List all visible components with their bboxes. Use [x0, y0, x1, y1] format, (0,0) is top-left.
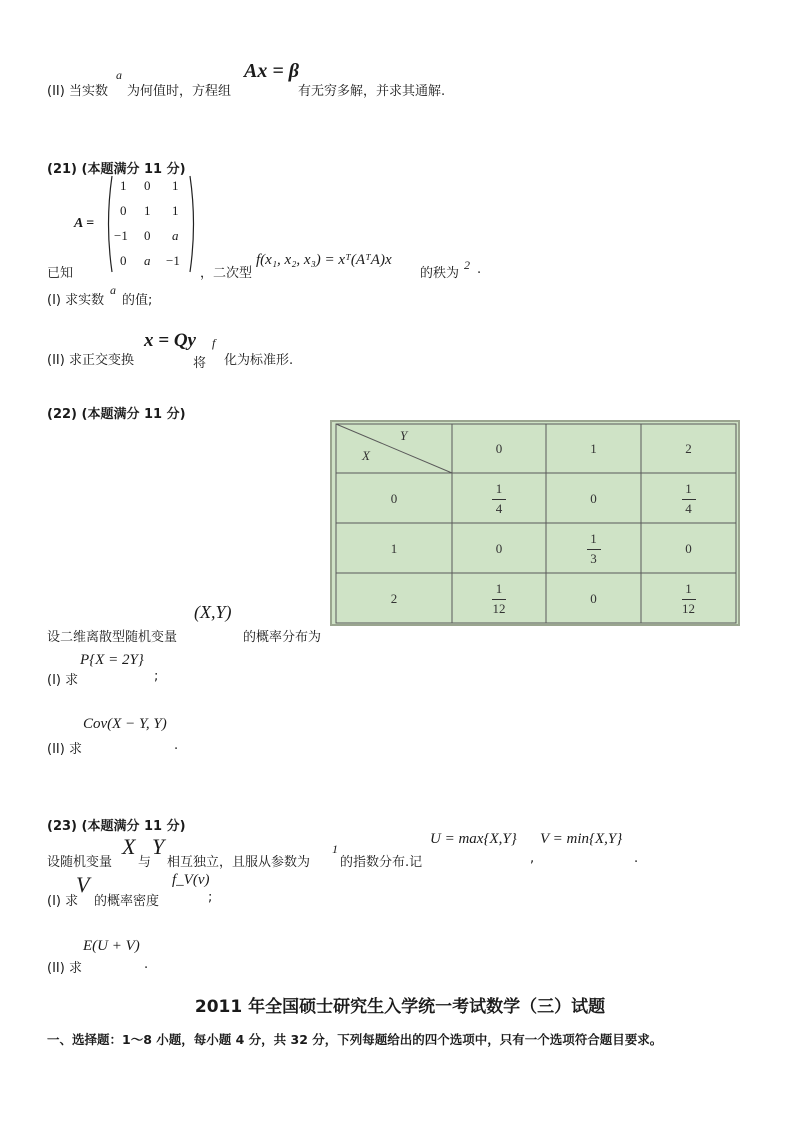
q21-part2-prefix: (II) 求正交变换	[47, 353, 134, 368]
q20-var-a: a	[116, 68, 122, 82]
table-cell: 0	[495, 541, 503, 556]
q20-equation: Ax = β	[244, 60, 299, 82]
matrix-brackets	[104, 174, 198, 274]
q21-matrix-label: A =	[74, 216, 95, 231]
q21-part1-suffix: 的值;	[122, 293, 153, 308]
q22-part1-expr: P{X = 2Y}	[80, 652, 144, 668]
frac-den: 12	[682, 600, 695, 616]
q21-part2-suffix: 化为标准形.	[224, 353, 294, 368]
q22-part1-suffix: ;	[154, 669, 159, 684]
q22-part2-prefix: (II) 求	[47, 742, 82, 757]
q23-line-mid2: 的指数分布.记	[340, 855, 423, 870]
q20-part2-prefix: (II) 当实数	[47, 84, 108, 99]
q23-part1-prefix: (I) 求	[47, 894, 79, 909]
matrix-cell: 0	[144, 228, 151, 243]
q20-part2-suffix: 有无穷多解，并求其通解.	[298, 84, 446, 99]
table-row-label: 1	[390, 541, 398, 556]
matrix-cell: a	[172, 228, 179, 243]
table-cell	[452, 574, 546, 624]
q22-intro: 设二维离散型随机变量	[47, 630, 178, 645]
table-cell: 0	[590, 591, 597, 606]
q21-header: (21) (本题满分 11 分)	[47, 162, 186, 177]
frac-num: 1	[495, 581, 503, 597]
q23-line-mid: 相互独立，且服从参数为	[167, 855, 311, 870]
frac-num: 1	[685, 581, 692, 597]
q23-part1-expr: f_V(v)	[172, 872, 210, 888]
q21-part1-prefix: (I) 求实数	[47, 293, 105, 308]
table-cell: 0	[590, 491, 597, 506]
q21-part2-var: f	[212, 336, 216, 350]
table-cell	[641, 574, 736, 624]
q23-header: (23) (本题满分 11 分)	[47, 819, 186, 834]
frac-num: 1	[495, 481, 503, 497]
exam-title: 2011 年全国硕士研究生入学统一考试数学（三）试题	[194, 997, 606, 1017]
table-cell	[641, 474, 736, 524]
q23-var-y: Y	[152, 834, 165, 859]
q22-part2-expr: Cov(X − Y, Y)	[83, 716, 167, 732]
table-corner-y: Y	[400, 428, 408, 443]
q23-u-definition: U = max{X,Y}	[430, 831, 517, 847]
q21-period: .	[477, 262, 482, 277]
frac-den: 3	[590, 550, 597, 566]
matrix-cell: 1	[144, 203, 151, 218]
q23-part2-expr: E(U + V)	[83, 938, 140, 954]
table-col-header: 0	[495, 441, 503, 456]
q21-rank-text: 的秩为	[420, 266, 460, 281]
q23-part1-suffix: ;	[208, 890, 213, 905]
matrix-cell: −1	[166, 253, 180, 268]
q22-pair: (X,Y)	[194, 602, 232, 622]
q23-v-definition: V = min{X,Y}	[540, 831, 623, 847]
frac-num: 1	[590, 531, 597, 547]
matrix-cell: 1	[172, 203, 179, 218]
matrix-cell: −1	[114, 228, 128, 243]
matrix-cell: 0	[144, 178, 151, 193]
frac-den: 12	[492, 600, 506, 616]
q22-intro-suffix: 的概率分布为	[243, 630, 322, 645]
q23-comma: ,	[530, 851, 535, 866]
q22-part1-prefix: (I) 求	[47, 673, 79, 688]
frac-den: 4	[685, 500, 692, 516]
frac-num: 1	[685, 481, 692, 497]
table-corner-x: X	[362, 448, 370, 463]
table-col-header: 2	[685, 441, 692, 456]
q21-part2-eq: x = Qy	[144, 330, 196, 351]
q23-period: .	[634, 851, 639, 866]
matrix-cell: 0	[120, 203, 127, 218]
q22-header: (22) (本题满分 11 分)	[47, 407, 186, 422]
table-row-label: 0	[390, 491, 398, 506]
q23-part1-mid: 的概率密度	[94, 894, 160, 909]
q23-line-prefix: 设随机变量	[47, 855, 113, 870]
q22-part2-suffix: .	[174, 738, 179, 753]
matrix-cell: 1	[172, 178, 179, 193]
q21-part2-mid: 将	[193, 356, 207, 371]
q20-part2-mid: 为何值时，方程组	[127, 84, 232, 99]
table-cell	[546, 524, 641, 574]
q21-matrix	[104, 174, 198, 274]
frac-den: 4	[495, 500, 503, 516]
q21-rank-value: 2	[464, 258, 470, 272]
q23-part2-prefix: (II) 求	[47, 961, 82, 976]
q23-param: 1	[332, 842, 338, 856]
q21-comma-text: ，二次型	[200, 266, 253, 281]
table-col-header: 1	[590, 441, 597, 456]
matrix-cell: 1	[120, 178, 127, 193]
section-heading: 一、选择题：1～8 小题，每小题 4 分，共 32 分，下列每题给出的四个选项中，只有一个选项符合题目要求。	[47, 1032, 663, 1047]
q21-part1-var: a	[110, 283, 116, 297]
q23-yu: 与	[138, 855, 152, 870]
table-cell	[452, 474, 546, 524]
probability-table	[330, 420, 740, 626]
q23-part2-suffix: .	[144, 957, 149, 972]
matrix-cell: 0	[120, 253, 127, 268]
q21-known: 已知	[47, 266, 74, 281]
table-row-label: 2	[390, 591, 398, 606]
q23-part1-var: V	[76, 872, 90, 897]
table-cell: 0	[685, 541, 692, 556]
matrix-cell: a	[144, 253, 151, 268]
q21-quadratic-form: f(x₁, x₂, x₃) = xᵀ(AᵀA)x	[256, 252, 392, 268]
q23-var-x: X	[122, 834, 136, 859]
